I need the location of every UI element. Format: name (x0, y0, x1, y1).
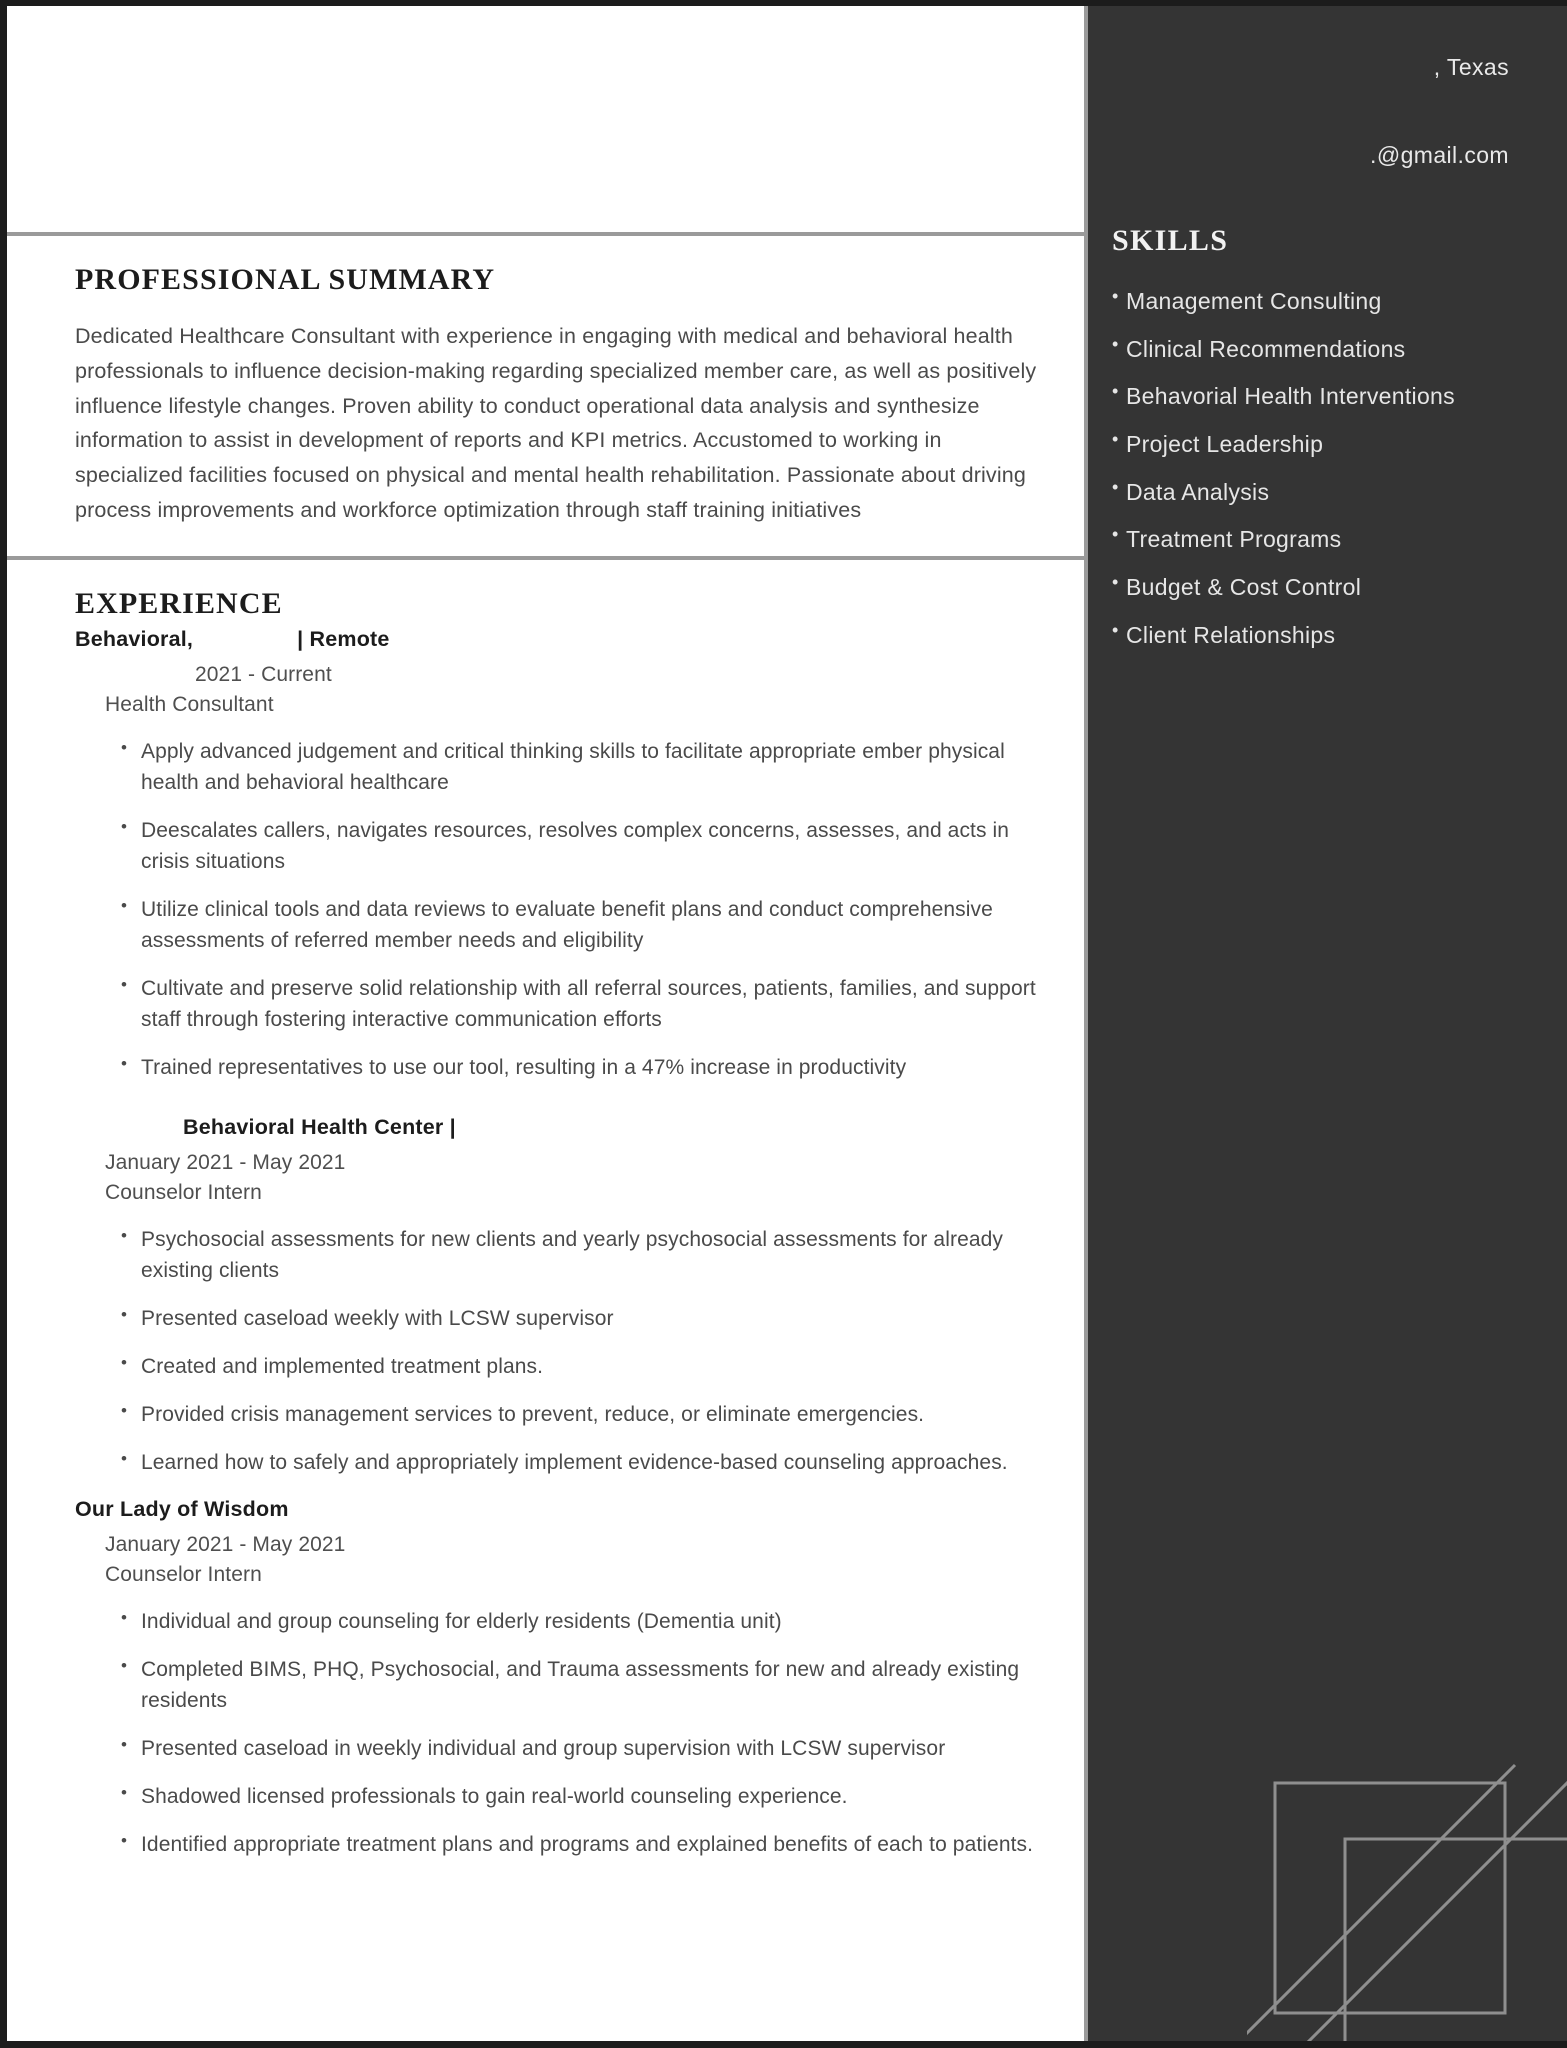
job-title: Counselor Intern (105, 1563, 262, 1587)
skill-item: • Project Leadership (1112, 427, 1567, 463)
professional-summary-text: Dedicated Healthcare Consultant with experience in engaging with medical and behavioral health professionals to influence decision-making regarding specialized member care, as well as positively influence lifestyle changes. Proven ability to conduct operational data analysis and synthesize information to assist in development of reports and KPI metrics. Accustomed to working in specialized facilities focused on physical and mental health rehabilitation. Passionate about driving process improvements and workforce optimization through staff training initiatives (75, 324, 1037, 523)
job-title: Counselor Intern (105, 1181, 262, 1205)
job-bullet: • Created and implemented treatment plans. (119, 1351, 1037, 1382)
job-bullet: • Provided crisis management services to prevent, reduce, or eliminate emergencies. (119, 1399, 1037, 1430)
skill-item: • Management Consulting (1112, 284, 1567, 320)
job-bullet: • Psychosocial assessments for new clients and yearly psychosocial assessments for already existing clients (119, 1224, 1037, 1286)
job-bullet: • Apply advanced judgement and critical thinking skills to facilitate appropriate ember physical health and behavioral healthcare (119, 736, 1037, 798)
contact-location: , Texas (1433, 54, 1509, 80)
skill-item: • Behavorial Health Interventions (1112, 379, 1567, 415)
professional-summary-section (7, 263, 1087, 528)
name-header-block (7, 6, 1087, 232)
job-bullet: • Presented caseload in weekly individual and group supervision with LCSW supervisor (119, 1733, 1037, 1764)
resume-sidebar (1084, 6, 1567, 2041)
experience-section (7, 587, 1087, 1861)
job-bullet: • Utilize clinical tools and data reviews to evaluate benefit plans and conduct comprehensive assessments of referred member needs and eligibility (119, 894, 1037, 956)
experience-entry (75, 1113, 1037, 1478)
job-bullet: • Learned how to safely and appropriately implement evidence-based counseling approaches. (119, 1447, 1037, 1478)
job-bullet: • Cultivate and preserve solid relationship with all referral sources, patients, families, and support staff through fostering interactive communication efforts (119, 973, 1037, 1035)
contact-block (1088, 6, 1567, 169)
job-bullet: • Completed BIMS, PHQ, Psychosocial, and Trauma assessments for new and already existing residents (119, 1654, 1037, 1716)
job-company-prefix: Our Lady of Wisdom (75, 1497, 289, 1522)
skill-item: • Treatment Programs (1112, 522, 1567, 558)
job-bullet: • Shadowed licensed professionals to gain real-world counseling experience. (119, 1781, 1037, 1812)
skill-item: • Data Analysis (1112, 475, 1567, 511)
job-company (75, 1495, 1037, 1524)
professional-summary-heading: PROFESSIONAL SUMMARY (75, 263, 496, 296)
job-company (75, 625, 1037, 654)
job-meta (75, 1530, 1037, 1590)
experience-entry (75, 1495, 1037, 1860)
job-company-suffix: Behavioral Health Center | (183, 1115, 456, 1140)
job-company (75, 1113, 1037, 1142)
resume-main-column (7, 6, 1087, 2041)
job-bullet: • Identified appropriate treatment plans and programs and explained benefits of each to patients. (119, 1829, 1037, 1860)
skills-list (1088, 284, 1567, 653)
divider-above-summary (7, 232, 1087, 236)
job-bullet: • Presented caseload weekly with LCSW supervisor (119, 1303, 1037, 1334)
job-dates: January 2021 - May 2021 (105, 1151, 346, 1175)
skills-heading: SKILLS (1112, 224, 1229, 258)
experience-heading: EXPERIENCE (75, 586, 283, 620)
job-bullet: • Deescalates callers, navigates resources, resolves complex concerns, assesses, and acts in crisis situations (119, 815, 1037, 877)
divider-above-experience (7, 556, 1087, 560)
job-title: Health Consultant (105, 692, 274, 716)
experience-entry (75, 625, 1037, 1083)
job-company-suffix: | Remote (297, 626, 390, 651)
contact-email: .@gmail.com (1370, 141, 1509, 168)
skill-item: • Client Relationships (1112, 618, 1567, 654)
job-bullet-list (75, 736, 1037, 1084)
job-dates: 2021 - Current (195, 662, 332, 686)
job-bullet: • Individual and group counseling for elderly residents (Dementia unit) (119, 1606, 1037, 1637)
job-meta (75, 660, 1037, 720)
job-bullet-list (75, 1224, 1037, 1478)
job-meta (75, 1148, 1037, 1208)
skill-item: • Clinical Recommendations (1112, 332, 1567, 368)
job-dates: January 2021 - May 2021 (105, 1533, 346, 1557)
job-company-prefix: Behavioral, (75, 626, 194, 651)
skill-item: • Budget & Cost Control (1112, 570, 1567, 606)
job-bullet: • Trained representatives to use our tool, resulting in a 47% increase in productivity (119, 1052, 1037, 1083)
corner-geometric-decoration (1247, 1721, 1567, 2041)
job-bullet-list (75, 1606, 1037, 1860)
